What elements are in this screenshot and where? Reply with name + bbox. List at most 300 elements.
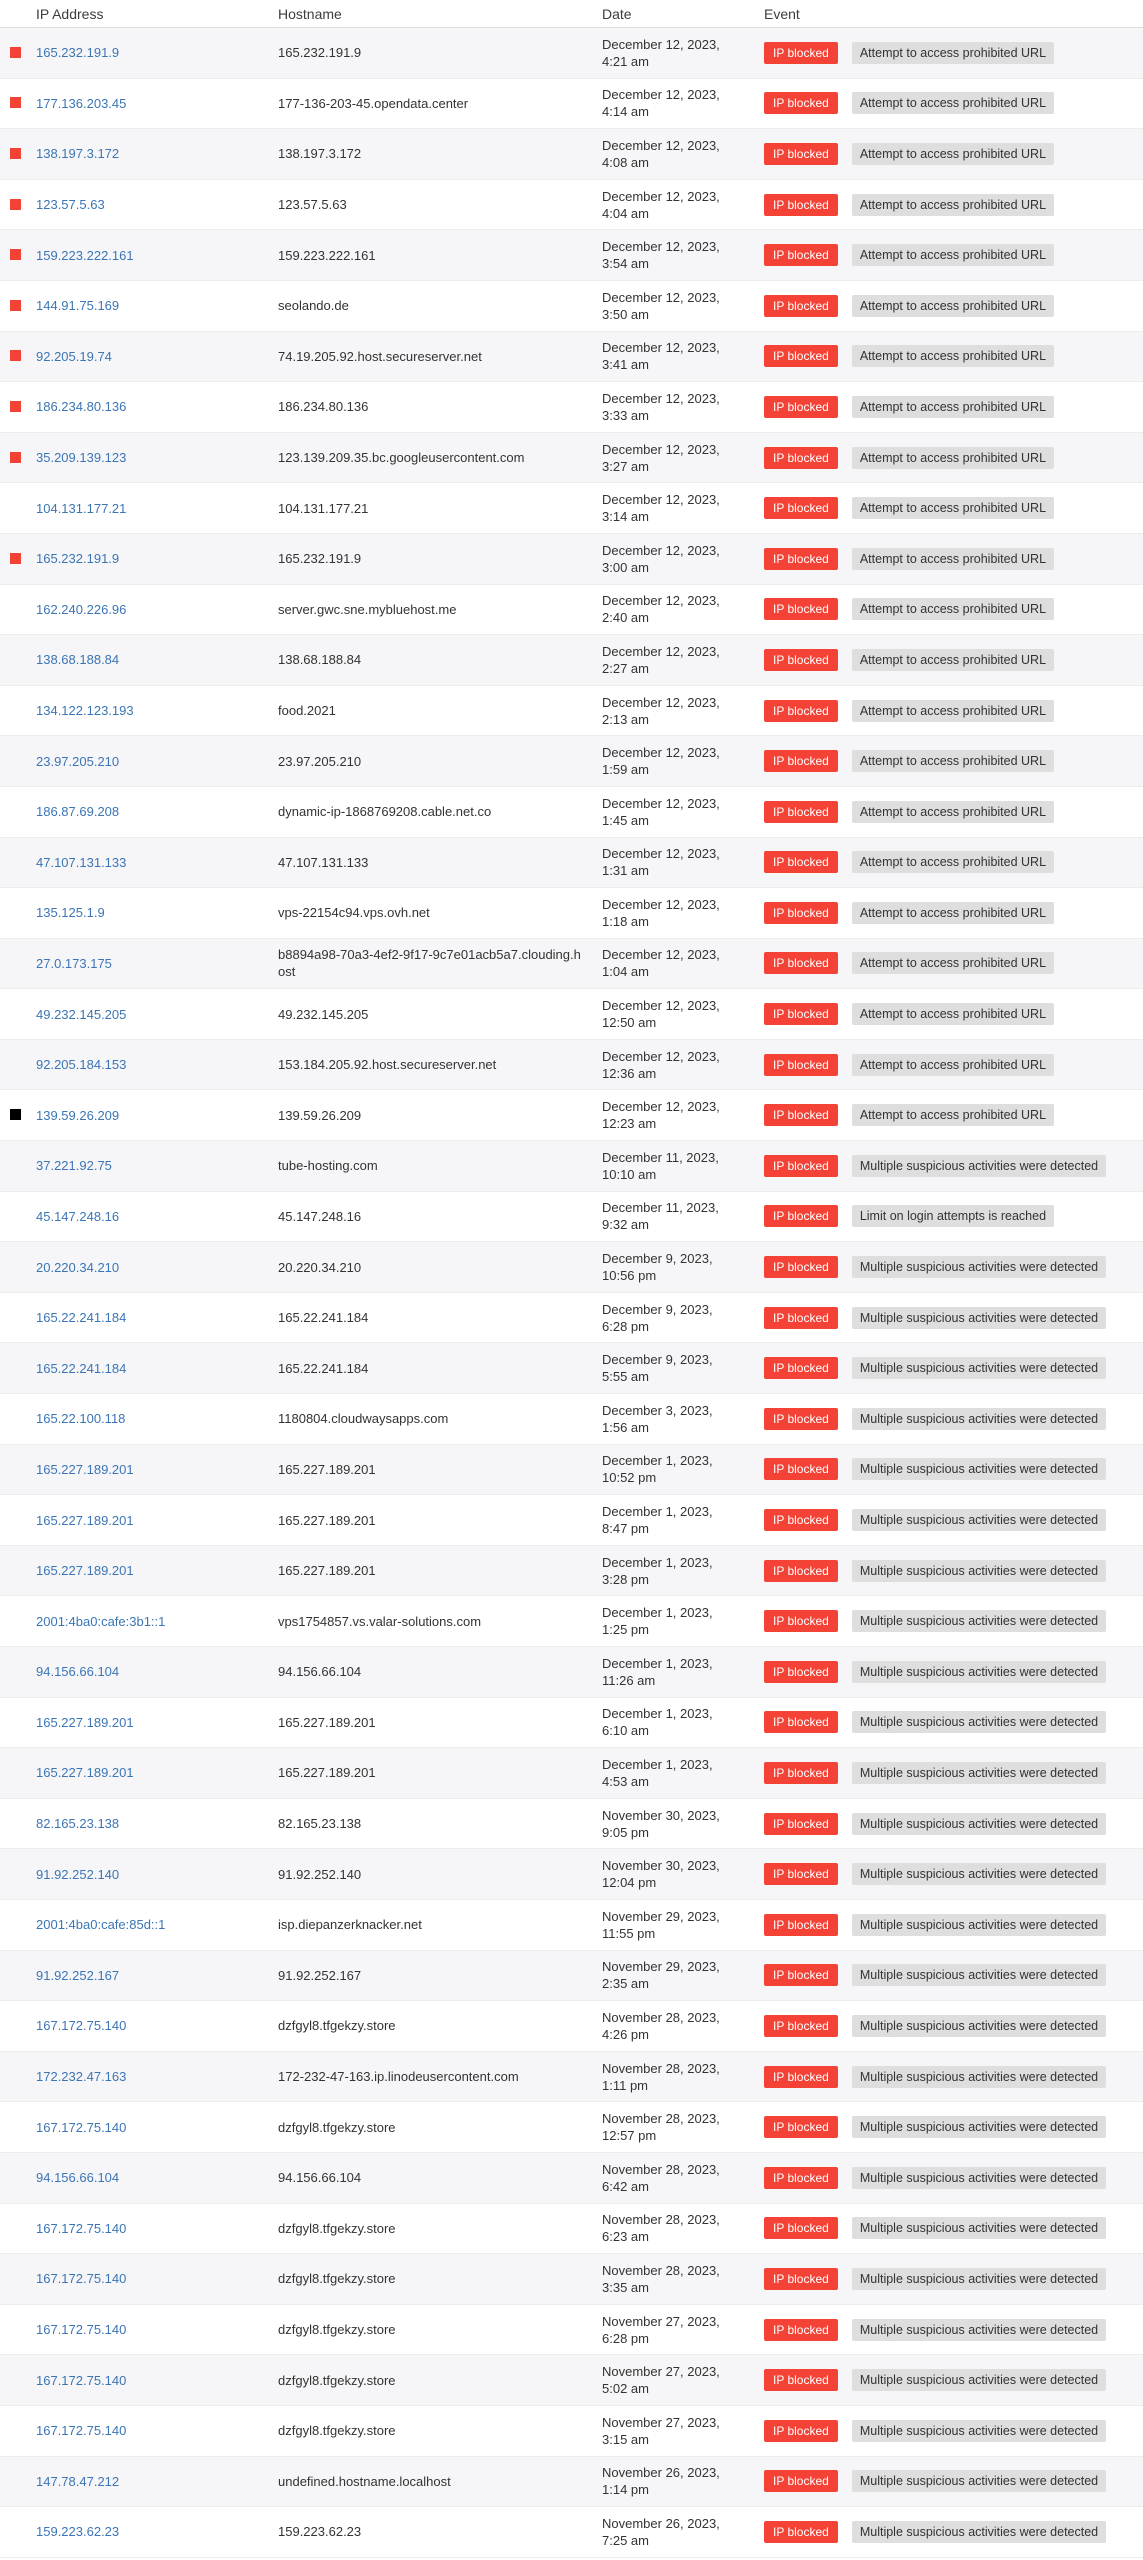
hostname-cell: 91.92.252.167 (278, 1967, 362, 1983)
time-line: 11:55 pm (602, 1925, 656, 1941)
date-line: November 28, 2023, (602, 2111, 720, 2127)
ip-blocked-badge: IP blocked (764, 548, 838, 570)
ip-address-link[interactable]: 167.172.75.140 (36, 2220, 127, 2236)
ip-cell (0, 754, 278, 769)
ip-blocked-badge: IP blocked (764, 2167, 838, 2189)
ip-blocked-badge: IP blocked (764, 902, 838, 924)
ip-address-link[interactable]: 2001:4ba0:cafe:85d::1 (36, 1917, 166, 1933)
date-cell (602, 2363, 764, 2397)
ip-address-link[interactable]: 165.22.241.184 (36, 1360, 127, 1376)
hostname-cell: 165.232.191.9 (278, 45, 362, 61)
date-line: November 30, 2023, (602, 1858, 720, 1874)
ip-address-link[interactable]: 167.172.75.140 (36, 2018, 127, 2034)
ip-address-link[interactable]: 162.240.226.96 (36, 601, 127, 617)
column-header-ip[interactable]: IP Address (36, 5, 104, 22)
flag-square-icon (10, 300, 21, 311)
date-line: November 28, 2023, (602, 2262, 720, 2278)
date-line: December 9, 2023, (602, 1301, 713, 1317)
event-cell (764, 2217, 1143, 2239)
ip-address-link[interactable]: 23.97.205.210 (36, 753, 120, 769)
hostname-cell: 172-232-47-163.ip.linodeusercontent.com (278, 2069, 519, 2085)
ip-cell (0, 2423, 278, 2438)
event-reason-badge: Multiple suspicious activities were detected (852, 2521, 1106, 2543)
date-cell (602, 1503, 764, 1537)
ip-address-link[interactable]: 27.0.173.175 (36, 955, 112, 971)
time-line: 4:53 am (602, 1773, 649, 1789)
event-cell (764, 2420, 1143, 2442)
ip-address-link[interactable]: 2001:4ba0:cafe:3b1::1 (36, 1613, 166, 1629)
ip-address-link[interactable]: 91.92.252.167 (36, 1967, 120, 1983)
ip-address-link[interactable]: 139.59.26.209 (36, 1107, 120, 1123)
table-row (0, 736, 1143, 787)
ip-blocked-badge: IP blocked (764, 1762, 838, 1784)
ip-cell (0, 2524, 278, 2539)
date-cell (602, 441, 764, 475)
event-reason-badge: Multiple suspicious activities were detected (852, 2167, 1106, 2189)
table-row (0, 2001, 1143, 2052)
time-line: 6:23 am (602, 2229, 649, 2245)
event-cell (764, 92, 1143, 114)
hostname-cell: 165.227.189.201 (278, 1563, 376, 1579)
ip-cell (0, 2373, 278, 2388)
date-line: December 12, 2023, (602, 1099, 720, 1115)
hostname-cell: vps1754857.vs.valar-solutions.com (278, 1613, 482, 1629)
ip-address-link[interactable]: 186.87.69.208 (36, 804, 120, 820)
time-line: 7:25 am (602, 2532, 649, 2548)
time-line: 4:08 am (602, 154, 649, 170)
ip-blocked-badge: IP blocked (764, 2066, 838, 2088)
event-cell (764, 750, 1143, 772)
ip-blocked-badge: IP blocked (764, 42, 838, 64)
ip-address-link[interactable]: 45.147.248.16 (36, 1208, 120, 1224)
date-cell (602, 997, 764, 1031)
date-line: December 1, 2023, (602, 1554, 713, 1570)
event-reason-badge: Multiple suspicious activities were detected (852, 2015, 1106, 2037)
date-line: November 26, 2023, (602, 2465, 720, 2481)
table-row (0, 2102, 1143, 2153)
table-row (0, 534, 1143, 585)
ip-address-link[interactable]: 134.122.123.193 (36, 703, 134, 719)
table-row (0, 1394, 1143, 1445)
ip-address-link[interactable]: 186.234.80.136 (36, 399, 127, 415)
date-line: December 12, 2023, (602, 795, 720, 811)
table-row (0, 1192, 1143, 1243)
event-reason-badge: Multiple suspicious activities were detected (852, 1408, 1106, 1430)
ip-address-link[interactable]: 144.91.75.169 (36, 298, 120, 314)
table-row (0, 2457, 1143, 2508)
table-row (0, 28, 1143, 79)
ip-cell (0, 45, 278, 60)
ip-address-link[interactable]: 165.227.189.201 (36, 1461, 134, 1477)
ip-cell (0, 2322, 278, 2337)
time-line: 2:35 am (602, 1976, 649, 1992)
hostname-cell: dzfgyl8.tfgekzy.store (278, 2271, 396, 2287)
table-row (0, 1748, 1143, 1799)
ip-cell (0, 551, 278, 566)
date-cell (602, 1048, 764, 1082)
event-cell (764, 902, 1143, 924)
event-cell (764, 2015, 1143, 2037)
hostname-cell: 91.92.252.140 (278, 1866, 362, 1882)
event-cell (764, 598, 1143, 620)
date-line: December 12, 2023, (602, 745, 720, 761)
ip-blocked-badge: IP blocked (764, 92, 838, 114)
event-cell (764, 1054, 1143, 1076)
date-cell (602, 2262, 764, 2296)
time-line: 6:42 am (602, 2178, 649, 2194)
hostname-cell: 49.232.145.205 (278, 1006, 369, 1022)
date-line: November 27, 2023, (602, 2313, 720, 2329)
ip-blocked-badge: IP blocked (764, 1458, 838, 1480)
time-line: 1:18 am (602, 913, 649, 929)
time-line: 3:27 am (602, 458, 649, 474)
date-line: December 12, 2023, (602, 542, 720, 558)
hostname-cell: food.2021 (278, 703, 336, 719)
ip-cell (0, 2170, 278, 2185)
ip-address-link[interactable]: 165.22.241.184 (36, 1310, 127, 1326)
event-reason-badge: Attempt to access prohibited URL (852, 396, 1054, 418)
hostname-cell: 165.232.191.9 (278, 551, 362, 567)
column-header-hostname[interactable]: Hostname (278, 5, 342, 22)
hostname-cell: dzfgyl8.tfgekzy.store (278, 2018, 396, 2034)
ip-address-link[interactable]: 20.220.34.210 (36, 1259, 120, 1275)
ip-address-link[interactable]: 94.156.66.104 (36, 1664, 120, 1680)
time-line: 1:56 am (602, 1419, 649, 1435)
hostname-cell: 165.227.189.201 (278, 1765, 376, 1781)
event-reason-badge: Multiple suspicious activities were detected (852, 2066, 1106, 2088)
ip-cell (0, 197, 278, 212)
ip-address-link[interactable]: 138.68.188.84 (36, 652, 120, 668)
hostname-cell: 104.131.177.21 (278, 500, 369, 516)
hostname-cell: 47.107.131.133 (278, 854, 369, 870)
ip-blocked-badge: IP blocked (764, 396, 838, 418)
time-line: 1:59 am (602, 762, 649, 778)
hostname-cell: 23.97.205.210 (278, 753, 362, 769)
table-row (0, 281, 1143, 332)
date-line: December 1, 2023, (602, 1756, 713, 1772)
flag-square-icon (10, 47, 21, 58)
event-reason-badge: Multiple suspicious activities were detected (852, 1458, 1106, 1480)
event-reason-badge: Attempt to access prohibited URL (852, 92, 1054, 114)
event-cell (764, 194, 1143, 216)
event-reason-badge: Attempt to access prohibited URL (852, 548, 1054, 570)
ip-cell (0, 1563, 278, 1578)
date-line: November 30, 2023, (602, 1807, 720, 1823)
ip-address-link[interactable]: 159.223.62.23 (36, 2524, 120, 2540)
ip-cell (0, 248, 278, 263)
ip-blocked-badge: IP blocked (764, 649, 838, 671)
hostname-cell: 123.57.5.63 (278, 197, 347, 213)
time-line: 2:13 am (602, 711, 649, 727)
time-line: 12:57 pm (602, 2128, 657, 2144)
hostname-cell: 139.59.26.209 (278, 1107, 362, 1123)
ip-blocked-badge: IP blocked (764, 750, 838, 772)
ip-cell (0, 2120, 278, 2135)
flag-square-icon (10, 97, 21, 108)
event-cell (764, 1509, 1143, 1531)
ip-blocked-badge: IP blocked (764, 598, 838, 620)
ip-address-link[interactable]: 167.172.75.140 (36, 2372, 127, 2388)
date-cell (602, 2161, 764, 2195)
time-line: 1:25 pm (602, 1622, 649, 1638)
ip-address-link[interactable]: 177.136.203.45 (36, 95, 127, 111)
ip-address-link[interactable]: 91.92.252.140 (36, 1866, 120, 1882)
event-cell (764, 447, 1143, 469)
ip-blocked-badge: IP blocked (764, 244, 838, 266)
event-reason-badge: Multiple suspicious activities were detected (852, 1610, 1106, 1632)
event-cell (764, 1458, 1143, 1480)
flag-square-icon (10, 249, 21, 260)
event-reason-badge: Attempt to access prohibited URL (852, 851, 1054, 873)
ip-address-link[interactable]: 167.172.75.140 (36, 2119, 127, 2135)
ip-blocked-badge: IP blocked (764, 2369, 838, 2391)
date-line: November 29, 2023, (602, 1908, 720, 1924)
event-cell (764, 295, 1143, 317)
event-cell (764, 1964, 1143, 1986)
ip-address-link[interactable]: 138.197.3.172 (36, 146, 120, 162)
ip-cell (0, 602, 278, 617)
ip-address-link[interactable]: 92.205.19.74 (36, 348, 112, 364)
event-cell (764, 2066, 1143, 2088)
event-reason-badge: Limit on login attempts is reached (852, 1205, 1054, 1227)
event-cell (764, 1610, 1143, 1632)
date-cell (602, 1908, 764, 1942)
ip-address-link[interactable]: 35.209.139.123 (36, 450, 127, 466)
date-cell (602, 491, 764, 525)
ip-blocked-badge: IP blocked (764, 2319, 838, 2341)
flag-square-icon (10, 199, 21, 210)
ip-address-link[interactable]: 167.172.75.140 (36, 2271, 127, 2287)
table-row (0, 939, 1143, 990)
date-line: November 26, 2023, (602, 2515, 720, 2531)
event-cell (764, 1256, 1143, 1278)
date-line: December 12, 2023, (602, 593, 720, 609)
time-line: 1:11 pm (602, 2077, 649, 2093)
ip-address-link[interactable]: 123.57.5.63 (36, 197, 105, 213)
ip-address-link[interactable]: 49.232.145.205 (36, 1006, 127, 1022)
time-line: 9:32 am (602, 1217, 649, 1233)
ip-address-link[interactable]: 165.232.191.9 (36, 551, 120, 567)
ip-blocked-badge: IP blocked (764, 1054, 838, 1076)
event-cell (764, 1003, 1143, 1025)
event-cell (764, 497, 1143, 519)
event-cell (764, 2116, 1143, 2138)
table-row (0, 635, 1143, 686)
date-cell (602, 1857, 764, 1891)
time-line: 12:04 pm (602, 1875, 657, 1891)
ip-blocked-badge: IP blocked (764, 2268, 838, 2290)
ip-address-link[interactable]: 47.107.131.133 (36, 854, 127, 870)
hostname-cell: seolando.de (278, 298, 349, 314)
event-reason-badge: Attempt to access prohibited URL (852, 447, 1054, 469)
ip-cell (0, 298, 278, 313)
event-reason-badge: Multiple suspicious activities were detected (852, 2470, 1106, 2492)
time-line: 3:33 am (602, 407, 649, 423)
event-cell (764, 1104, 1143, 1126)
date-cell (602, 390, 764, 424)
event-cell (764, 801, 1143, 823)
date-line: November 28, 2023, (602, 2009, 720, 2025)
date-line: November 29, 2023, (602, 1959, 720, 1975)
event-reason-badge: Attempt to access prohibited URL (852, 598, 1054, 620)
ip-address-link[interactable]: 167.172.75.140 (36, 2322, 127, 2338)
event-cell (764, 1307, 1143, 1329)
date-cell (602, 2060, 764, 2094)
ip-cell (0, 2474, 278, 2489)
date-cell (602, 1958, 764, 1992)
ip-blocked-badge: IP blocked (764, 2116, 838, 2138)
hostname-cell: 165.227.189.201 (278, 1714, 376, 1730)
date-cell (602, 2110, 764, 2144)
date-line: December 1, 2023, (602, 1605, 713, 1621)
event-cell (764, 1560, 1143, 1582)
ip-cell (0, 1816, 278, 1831)
date-line: November 27, 2023, (602, 2364, 720, 2380)
date-cell (602, 2009, 764, 2043)
date-line: November 28, 2023, (602, 2212, 720, 2228)
ip-cell (0, 804, 278, 819)
ip-address-link[interactable]: 165.227.189.201 (36, 1765, 134, 1781)
ip-cell (0, 652, 278, 667)
ip-cell (0, 146, 278, 161)
ip-blocked-badge: IP blocked (764, 1307, 838, 1329)
ip-address-link[interactable]: 82.165.23.138 (36, 1816, 120, 1832)
event-cell (764, 1711, 1143, 1733)
hostname-cell: dzfgyl8.tfgekzy.store (278, 2372, 396, 2388)
hostname-cell: isp.diepanzerknacker.net (278, 1917, 422, 1933)
ip-address-link[interactable]: 135.125.1.9 (36, 905, 105, 921)
table-row (0, 838, 1143, 889)
time-line: 11:26 am (602, 1672, 656, 1688)
date-line: November 28, 2023, (602, 2060, 720, 2076)
time-line: 6:28 pm (602, 1318, 649, 1334)
event-cell (764, 649, 1143, 671)
date-line: December 1, 2023, (602, 1504, 713, 1520)
event-cell (764, 851, 1143, 873)
ip-address-link[interactable]: 165.227.189.201 (36, 1512, 134, 1528)
ip-address-link[interactable]: 165.232.191.9 (36, 45, 120, 61)
flag-square-icon (10, 148, 21, 159)
date-cell (602, 1199, 764, 1233)
time-line: 3:41 am (602, 357, 649, 373)
date-cell (602, 542, 764, 576)
date-cell (602, 2464, 764, 2498)
ip-cell (0, 1411, 278, 1426)
table-row (0, 433, 1143, 484)
table-row (0, 1242, 1143, 1293)
ip-address-link[interactable]: 165.227.189.201 (36, 1714, 134, 1730)
table-row (0, 2355, 1143, 2406)
event-reason-badge: Multiple suspicious activities were detected (852, 1813, 1106, 1835)
ip-address-link[interactable]: 92.205.184.153 (36, 1057, 127, 1073)
hostname-cell: 123.139.209.35.bc.googleusercontent.com (278, 450, 525, 466)
event-reason-badge: Multiple suspicious activities were detected (852, 2217, 1106, 2239)
flag-square-icon (10, 553, 21, 564)
ip-blocked-badge: IP blocked (764, 1813, 838, 1835)
event-cell (764, 2167, 1143, 2189)
event-reason-badge: Multiple suspicious activities were detected (852, 1307, 1106, 1329)
table-row (0, 1495, 1143, 1546)
ip-address-link[interactable]: 167.172.75.140 (36, 2423, 127, 2439)
date-cell (602, 2515, 764, 2549)
ip-address-link[interactable]: 172.232.47.163 (36, 2069, 127, 2085)
table-row (0, 1951, 1143, 2002)
table-row (0, 686, 1143, 737)
ip-blocked-badge: IP blocked (764, 1205, 838, 1227)
date-cell (602, 1301, 764, 1335)
ip-cell (0, 703, 278, 718)
ip-address-link[interactable]: 165.22.100.118 (36, 1411, 126, 1427)
time-line: 2:27 am (602, 660, 649, 676)
ip-address-link[interactable]: 159.223.222.161 (36, 247, 134, 263)
ip-cell (0, 1765, 278, 1780)
table-row (0, 989, 1143, 1040)
time-line: 3:54 am (602, 256, 649, 272)
date-cell (602, 339, 764, 373)
hostname-cell: 94.156.66.104 (278, 2170, 362, 2186)
column-header-date[interactable]: Date (602, 5, 632, 22)
ip-address-link[interactable]: 104.131.177.21 (36, 500, 127, 516)
hostname-cell: 165.22.241.184 (278, 1360, 369, 1376)
date-line: November 27, 2023, (602, 2414, 720, 2430)
table-row (0, 2204, 1143, 2255)
hostname-cell: dzfgyl8.tfgekzy.store (278, 2322, 396, 2338)
event-cell (764, 143, 1143, 165)
event-reason-badge: Multiple suspicious activities were detected (852, 1964, 1106, 1986)
column-header-event[interactable]: Event (764, 5, 800, 22)
date-cell (602, 1756, 764, 1790)
ip-blocked-badge: IP blocked (764, 1560, 838, 1582)
hostname-cell: 1180804.cloudwaysapps.com (278, 1411, 449, 1427)
ip-cell (0, 1007, 278, 1022)
ip-blocked-badge: IP blocked (764, 2217, 838, 2239)
date-cell (602, 1250, 764, 1284)
event-reason-badge: Attempt to access prohibited URL (852, 1104, 1054, 1126)
date-line: December 12, 2023, (602, 137, 720, 153)
hostname-cell: 94.156.66.104 (278, 1664, 362, 1680)
date-line: December 12, 2023, (602, 998, 720, 1014)
table-row (0, 1647, 1143, 1698)
time-line: 9:05 pm (602, 1824, 649, 1840)
event-reason-badge: Multiple suspicious activities were detected (852, 1661, 1106, 1683)
table-row (0, 1040, 1143, 1091)
event-cell (764, 1863, 1143, 1885)
time-line: 6:10 am (602, 1723, 649, 1739)
event-reason-badge: Multiple suspicious activities were detected (852, 2369, 1106, 2391)
event-reason-badge: Multiple suspicious activities were detected (852, 1155, 1106, 1177)
ip-blocked-badge: IP blocked (764, 2015, 838, 2037)
ip-cell (0, 1158, 278, 1173)
ip-address-link[interactable]: 147.78.47.212 (36, 2473, 120, 2489)
ip-address-link[interactable]: 37.221.92.75 (36, 1158, 112, 1174)
ip-blocked-badge: IP blocked (764, 1104, 838, 1126)
ip-address-link[interactable]: 94.156.66.104 (36, 2170, 120, 2186)
event-reason-badge: Multiple suspicious activities were detected (852, 1509, 1106, 1531)
date-line: December 12, 2023, (602, 188, 720, 204)
date-cell (602, 592, 764, 626)
date-cell (602, 2211, 764, 2245)
date-cell (602, 1705, 764, 1739)
event-cell (764, 1661, 1143, 1683)
date-cell (602, 238, 764, 272)
ip-blocked-badge: IP blocked (764, 2470, 838, 2492)
time-line: 4:21 am (602, 53, 649, 69)
date-cell (602, 845, 764, 879)
hostname-cell: dzfgyl8.tfgekzy.store (278, 2423, 396, 2439)
ip-address-link[interactable]: 165.227.189.201 (36, 1563, 134, 1579)
table-row (0, 129, 1143, 180)
table-row (0, 1293, 1143, 1344)
